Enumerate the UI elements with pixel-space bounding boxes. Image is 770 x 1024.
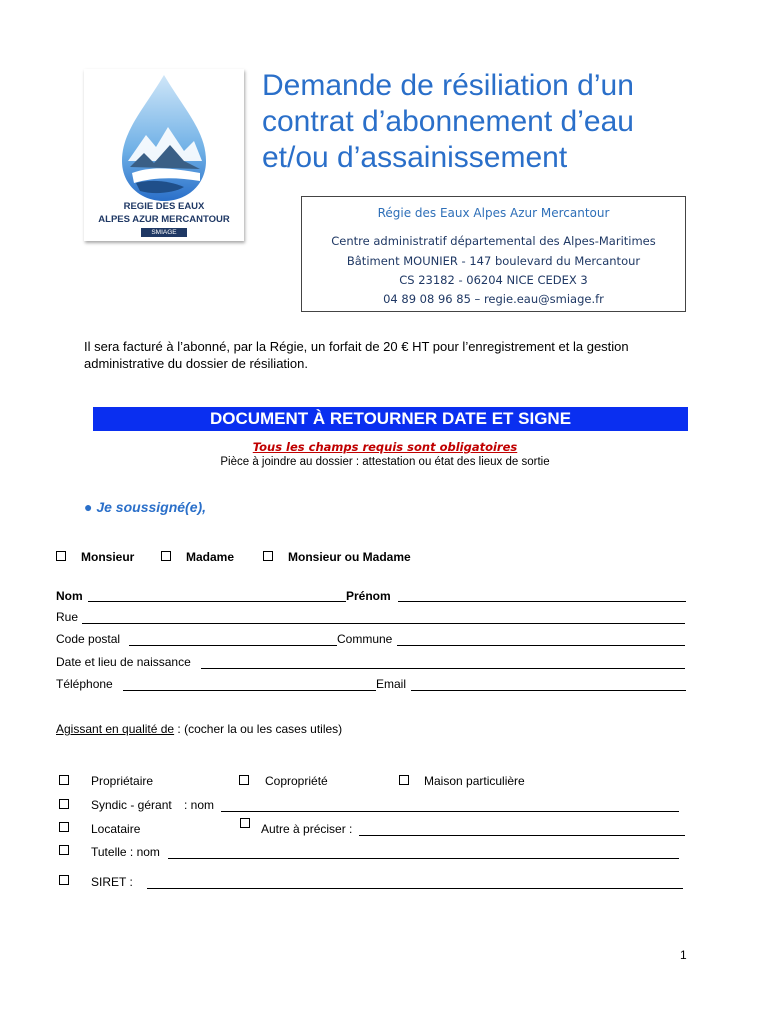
agissant-heading [56, 722, 342, 736]
syndic-nom-field[interactable] [221, 811, 679, 812]
page-title [262, 68, 722, 176]
logo-line-1: REGIE DES EAUX [123, 201, 205, 212]
label-siret: SIRET : [91, 875, 133, 889]
autre-field[interactable] [359, 835, 685, 836]
label-code-postal: Code postal [56, 632, 121, 646]
label-monsieur: Monsieur [81, 550, 135, 564]
title-line-1: Demande de résiliation d’un [262, 69, 634, 102]
label-telephone: Téléphone [56, 677, 113, 691]
rue-field[interactable] [82, 623, 685, 624]
checkbox-tutelle[interactable] [59, 845, 69, 855]
checkbox-locataire[interactable] [59, 822, 69, 832]
label-locataire: Locataire [91, 822, 141, 836]
label-autre: Autre à préciser : [261, 822, 353, 836]
logo [84, 69, 244, 241]
label-rue: Rue [56, 610, 79, 624]
label-copropriete: Copropriété [265, 774, 328, 788]
logo-line-3: SMIAGE [141, 228, 187, 237]
code-postal-field[interactable] [129, 645, 337, 646]
checkbox-madame[interactable] [161, 551, 171, 561]
title-line-2: contrat d’abonnement d’eau [262, 105, 634, 138]
required-fields-notice: Tous les champs requis sont obligatoires [252, 440, 518, 454]
page-number: 1 [680, 948, 687, 962]
agissant-instruction: : (cocher la ou les cases utiles) [174, 722, 343, 736]
nom-field[interactable] [88, 601, 346, 602]
label-maison-particuliere: Maison particulière [424, 774, 525, 788]
label-email: Email [376, 677, 407, 691]
address-contact-line: 04 89 08 96 85 – regie.eau@smiage.fr [383, 292, 604, 306]
checkbox-copropriete[interactable] [239, 775, 249, 785]
label-proprietaire: Propriétaire [91, 774, 154, 788]
address-box [301, 196, 686, 312]
label-nom: Nom [56, 589, 83, 603]
return-document-banner: DOCUMENT À RETOURNER DATE ET SIGNE [93, 407, 688, 431]
label-tutelle: Tutelle : nom [91, 845, 160, 859]
label-naissance: Date et lieu de naissance [56, 655, 191, 669]
email-field[interactable] [411, 690, 686, 691]
fee-notice: Il sera facturé à l’abonné, par la Régie, un forfait de 20 € HT pour l’enregistrement et la gestion administrative du dossier de résiliation. [84, 339, 629, 371]
checkbox-maison-particuliere[interactable] [399, 775, 409, 785]
title-line-3: et/ou d’assainissement [262, 141, 568, 174]
checkbox-proprietaire[interactable] [59, 775, 69, 785]
label-prenom: Prénom [346, 589, 391, 603]
attachment-notice: Pièce à joindre au dossier : attestation ou état des lieux de sortie [220, 456, 550, 468]
logo-line-2: ALPES AZUR MERCANTOUR [98, 214, 230, 225]
prenom-field[interactable] [398, 601, 686, 602]
label-syndic: Syndic - gérant [91, 798, 172, 812]
label-syndic-nom: : nom [184, 798, 215, 812]
label-monsieur-ou-madame: Monsieur ou Madame [288, 550, 411, 564]
address-line: CS 23182 - 06204 NICE CEDEX 3 [399, 273, 588, 287]
naissance-field[interactable] [201, 668, 685, 669]
tutelle-nom-field[interactable] [168, 858, 679, 859]
siret-field[interactable] [147, 888, 683, 889]
telephone-field[interactable] [123, 690, 376, 691]
checkbox-syndic[interactable] [59, 799, 69, 809]
section-heading-soussigne: ● Je soussigné(e), [84, 499, 207, 515]
address-line: Centre administratif départemental des Alpes-Maritimes [331, 234, 656, 248]
checkbox-monsieur-ou-madame[interactable] [263, 551, 273, 561]
address-organisation: Régie des Eaux Alpes Azur Mercantour [377, 206, 610, 220]
label-madame: Madame [186, 550, 235, 564]
checkbox-autre[interactable] [240, 818, 250, 828]
checkbox-siret[interactable] [59, 875, 69, 885]
agissant-label: Agissant en qualité de [56, 722, 175, 736]
address-line: Bâtiment MOUNIER - 147 boulevard du Mercantour [346, 254, 641, 268]
checkbox-monsieur[interactable] [56, 551, 66, 561]
label-commune: Commune [337, 632, 393, 646]
commune-field[interactable] [397, 645, 685, 646]
